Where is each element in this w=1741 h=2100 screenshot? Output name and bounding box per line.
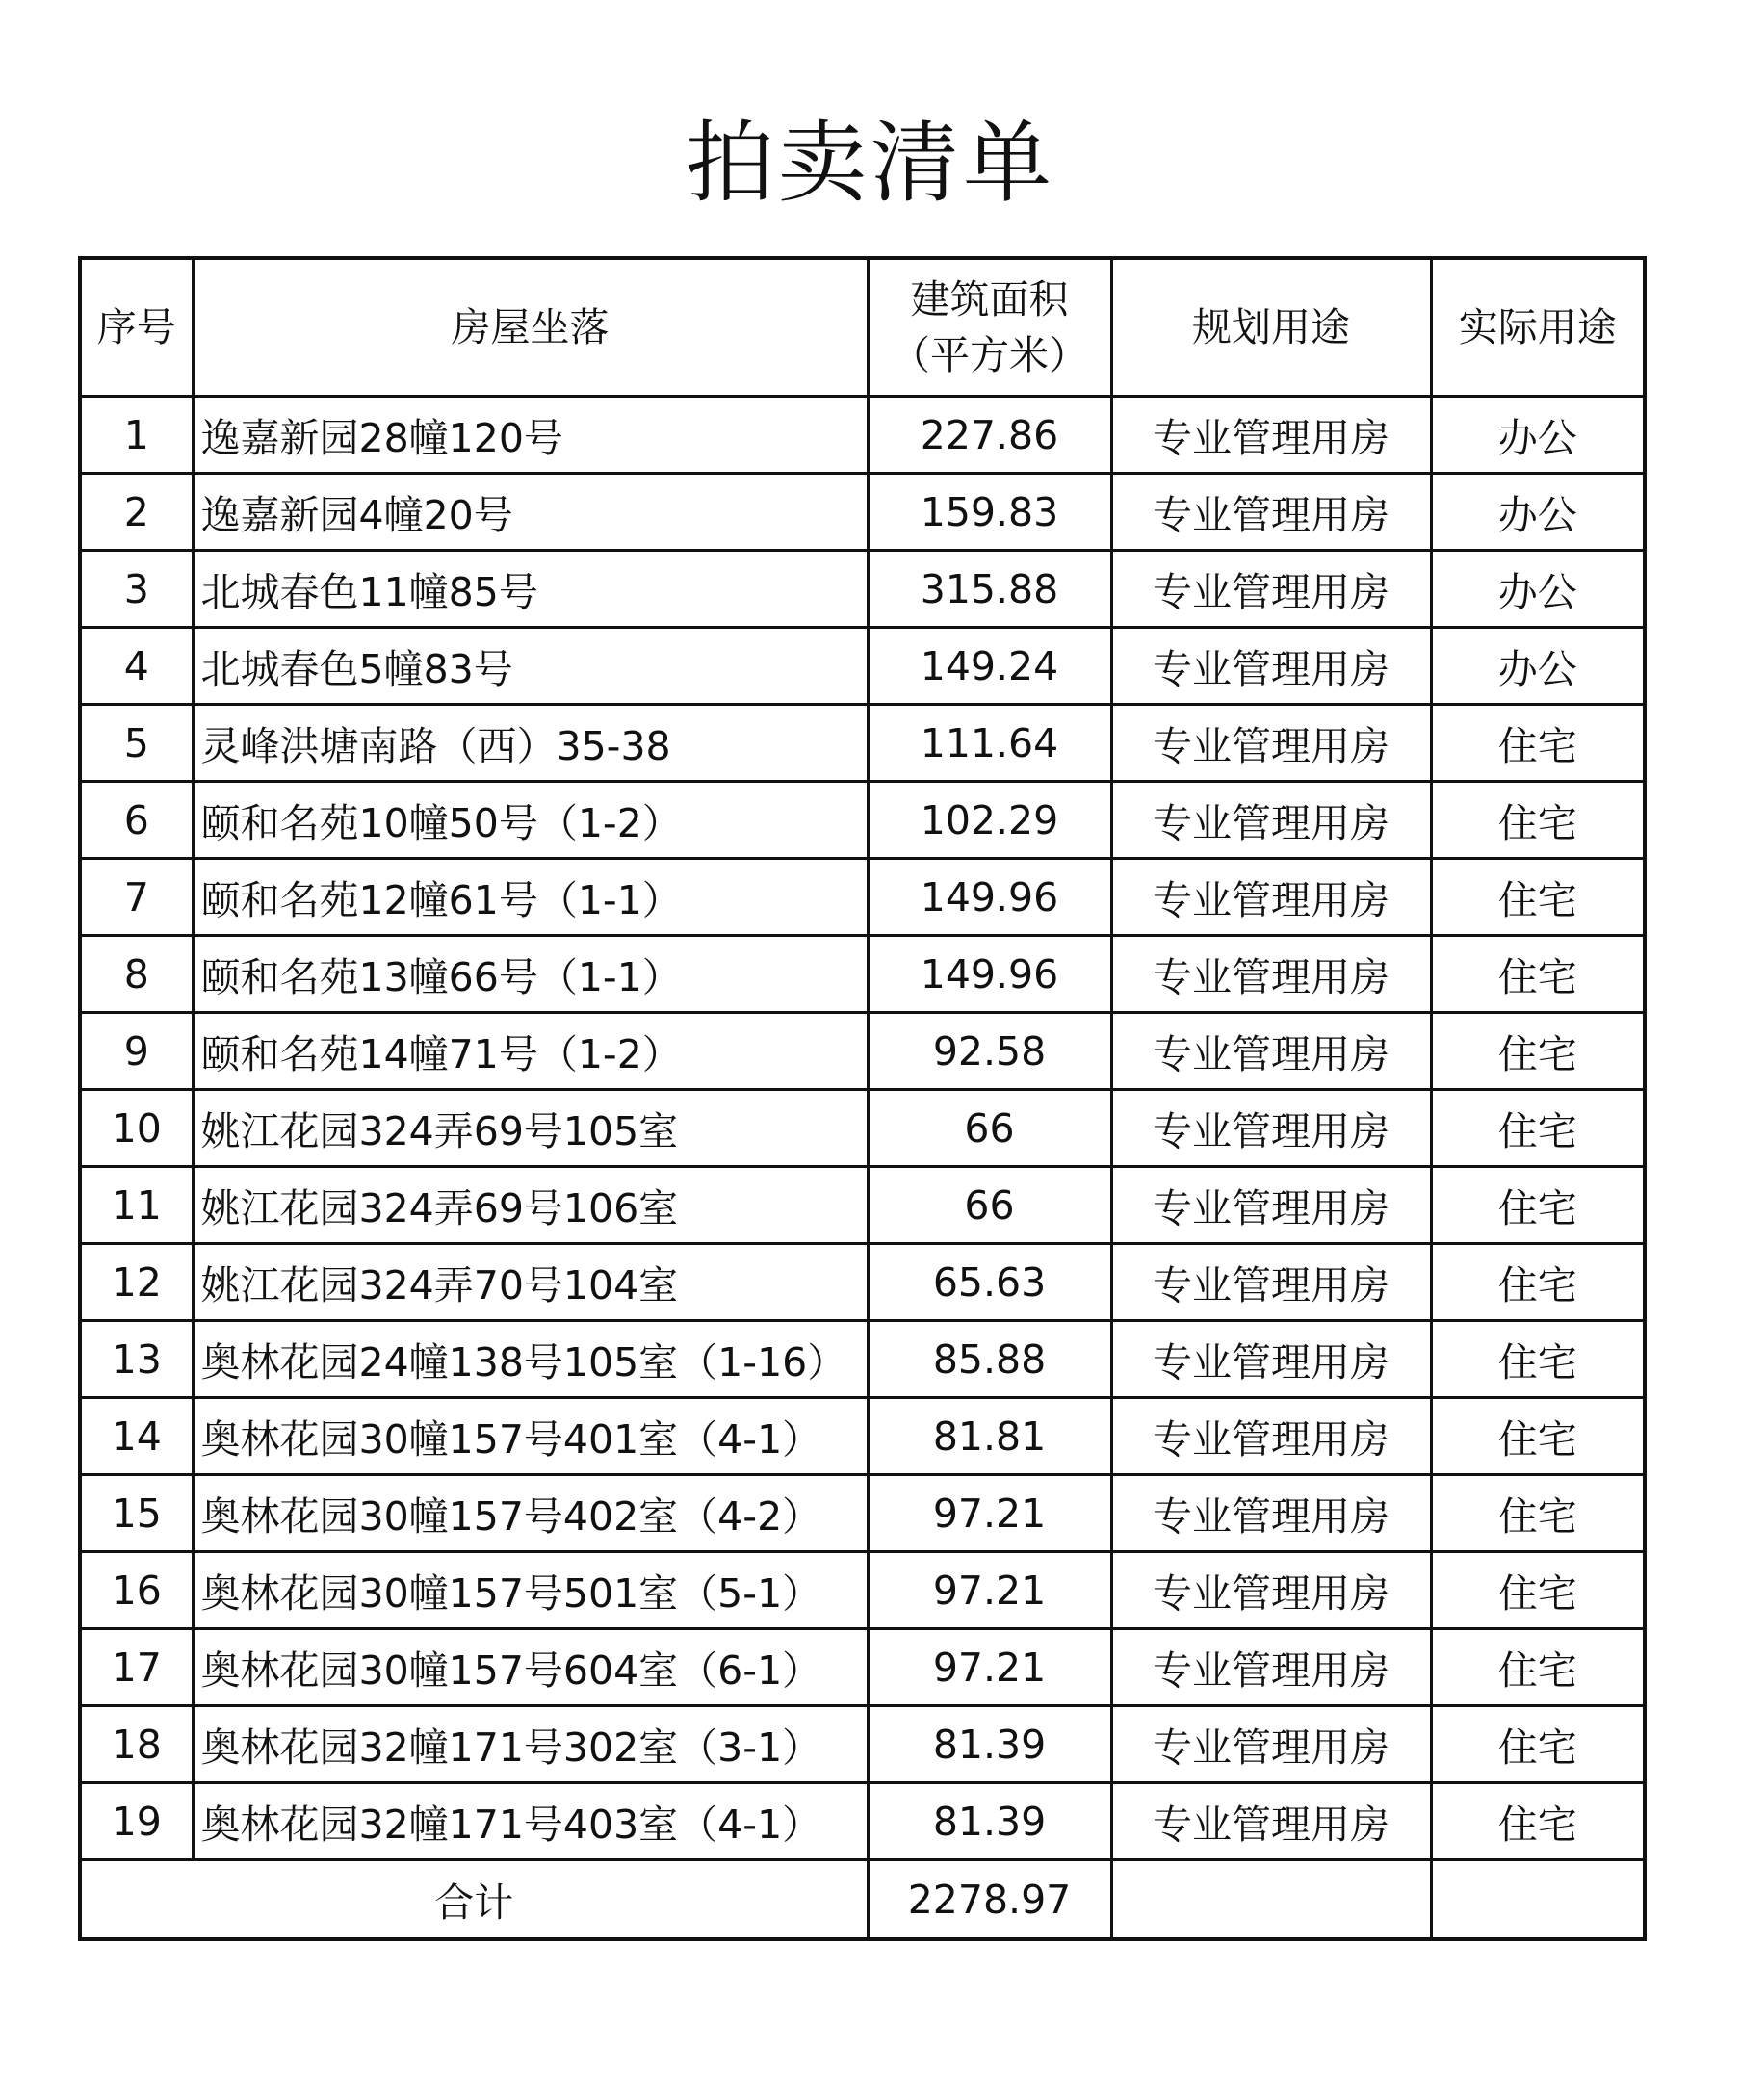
cell-address: 颐和名苑10幢50号（1-2） [193,782,868,859]
total-area: 2278.97 [868,1860,1111,1940]
header-address: 房屋坐落 [193,258,868,397]
table-row [80,936,1645,1013]
cell-area: 227.86 [868,397,1111,474]
header-area [868,258,1111,397]
cell-address: 颐和名苑12幢61号（1-1） [193,859,868,936]
cell-actual-use: 住宅 [1431,1167,1645,1244]
cell-address: 奥林花园30幢157号604室（6-1） [193,1629,868,1706]
cell-seq: 15 [80,1475,193,1552]
cell-seq: 9 [80,1013,193,1090]
cell-planned-use: 专业管理用房 [1111,1475,1431,1552]
table-row [80,1629,1645,1706]
cell-seq: 2 [80,474,193,551]
cell-planned-use: 专业管理用房 [1111,1090,1431,1167]
table-header-row [80,258,1645,397]
cell-address: 北城春色11幢85号 [193,551,868,628]
table-row [80,1090,1645,1167]
cell-seq: 4 [80,628,193,705]
cell-seq: 19 [80,1783,193,1860]
cell-address: 姚江花园324弄69号105室 [193,1090,868,1167]
cell-area: 97.21 [868,1629,1111,1706]
cell-area: 159.83 [868,474,1111,551]
cell-planned-use: 专业管理用房 [1111,1398,1431,1475]
document-title: 拍卖清单 [685,112,1055,215]
cell-area: 149.24 [868,628,1111,705]
cell-address: 奥林花园32幢171号302室（3-1） [193,1706,868,1783]
header-planned-use: 规划用途 [1111,258,1431,397]
cell-planned-use: 专业管理用房 [1111,628,1431,705]
cell-actual-use: 办公 [1431,397,1645,474]
cell-planned-use: 专业管理用房 [1111,474,1431,551]
total-label: 合计 [80,1860,868,1940]
total-row [80,1860,1645,1940]
auction-list-table [78,256,1647,1941]
cell-address: 奥林花园30幢157号401室（4-1） [193,1398,868,1475]
table-row [80,1475,1645,1552]
cell-planned-use: 专业管理用房 [1111,1321,1431,1398]
table-row [80,705,1645,782]
cell-planned-use: 专业管理用房 [1111,782,1431,859]
cell-actual-use: 办公 [1431,628,1645,705]
cell-area: 92.58 [868,1013,1111,1090]
cell-seq: 3 [80,551,193,628]
cell-area: 66 [868,1167,1111,1244]
table-row [80,1706,1645,1783]
cell-seq: 10 [80,1090,193,1167]
cell-planned-use: 专业管理用房 [1111,936,1431,1013]
cell-planned-use: 专业管理用房 [1111,1629,1431,1706]
cell-actual-use: 办公 [1431,551,1645,628]
cell-actual-use: 住宅 [1431,1475,1645,1552]
cell-actual-use: 住宅 [1431,1552,1645,1629]
cell-address: 逸嘉新园4幢20号 [193,474,868,551]
cell-area: 81.81 [868,1398,1111,1475]
cell-area: 97.21 [868,1552,1111,1629]
table-row [80,1244,1645,1321]
cell-area: 111.64 [868,705,1111,782]
cell-address: 奥林花园30幢157号501室（5-1） [193,1552,868,1629]
cell-seq: 7 [80,859,193,936]
table-row [80,1321,1645,1398]
cell-planned-use: 专业管理用房 [1111,1244,1431,1321]
cell-actual-use: 住宅 [1431,705,1645,782]
cell-seq: 13 [80,1321,193,1398]
cell-seq: 11 [80,1167,193,1244]
total-actual-use-empty [1431,1860,1645,1940]
cell-address: 姚江花园324弄69号106室 [193,1167,868,1244]
cell-actual-use: 住宅 [1431,1398,1645,1475]
cell-seq: 6 [80,782,193,859]
cell-seq: 16 [80,1552,193,1629]
table-row [80,1167,1645,1244]
cell-address: 姚江花园324弄70号104室 [193,1244,868,1321]
table-row [80,628,1645,705]
cell-seq: 5 [80,705,193,782]
cell-seq: 12 [80,1244,193,1321]
table-body [80,397,1645,1860]
cell-seq: 14 [80,1398,193,1475]
header-area-line2: （平方米） [891,332,1088,378]
cell-actual-use: 住宅 [1431,782,1645,859]
table-row [80,397,1645,474]
cell-address: 奥林花园24幢138号105室（1-16） [193,1321,868,1398]
cell-area: 102.29 [868,782,1111,859]
cell-actual-use: 住宅 [1431,1783,1645,1860]
table-row [80,859,1645,936]
cell-planned-use: 专业管理用房 [1111,1552,1431,1629]
cell-area: 81.39 [868,1706,1111,1783]
cell-area: 315.88 [868,551,1111,628]
cell-seq: 18 [80,1706,193,1783]
cell-area: 65.63 [868,1244,1111,1321]
cell-area: 81.39 [868,1783,1111,1860]
cell-planned-use: 专业管理用房 [1111,1013,1431,1090]
cell-area: 149.96 [868,859,1111,936]
cell-actual-use: 住宅 [1431,1013,1645,1090]
cell-actual-use: 住宅 [1431,1244,1645,1321]
cell-address: 奥林花园32幢171号403室（4-1） [193,1783,868,1860]
cell-area: 85.88 [868,1321,1111,1398]
cell-planned-use: 专业管理用房 [1111,397,1431,474]
table-row [80,1013,1645,1090]
cell-actual-use: 住宅 [1431,1090,1645,1167]
cell-address: 北城春色5幢83号 [193,628,868,705]
cell-address: 奥林花园30幢157号402室（4-2） [193,1475,868,1552]
cell-actual-use: 住宅 [1431,1706,1645,1783]
cell-area: 149.96 [868,936,1111,1013]
cell-actual-use: 住宅 [1431,1321,1645,1398]
cell-address: 颐和名苑14幢71号（1-2） [193,1013,868,1090]
table-row [80,474,1645,551]
cell-seq: 17 [80,1629,193,1706]
cell-actual-use: 住宅 [1431,1629,1645,1706]
table-row [80,1783,1645,1860]
table-row [80,782,1645,859]
cell-seq: 1 [80,397,193,474]
cell-seq: 8 [80,936,193,1013]
cell-planned-use: 专业管理用房 [1111,705,1431,782]
cell-planned-use: 专业管理用房 [1111,1706,1431,1783]
header-area-line1: 建筑面积 [910,276,1069,323]
cell-planned-use: 专业管理用房 [1111,1783,1431,1860]
table-row [80,551,1645,628]
cell-area: 97.21 [868,1475,1111,1552]
table-row [80,1398,1645,1475]
cell-actual-use: 住宅 [1431,859,1645,936]
total-planned-use-empty [1111,1860,1431,1940]
header-actual-use: 实际用途 [1431,258,1645,397]
cell-area: 66 [868,1090,1111,1167]
cell-actual-use: 办公 [1431,474,1645,551]
cell-address: 颐和名苑13幢66号（1-1） [193,936,868,1013]
cell-planned-use: 专业管理用房 [1111,551,1431,628]
header-seq: 序号 [80,258,193,397]
cell-actual-use: 住宅 [1431,936,1645,1013]
cell-planned-use: 专业管理用房 [1111,1167,1431,1244]
cell-address: 逸嘉新园28幢120号 [193,397,868,474]
cell-address: 灵峰洪塘南路（西）35-38 [193,705,868,782]
table-row [80,1552,1645,1629]
cell-planned-use: 专业管理用房 [1111,859,1431,936]
